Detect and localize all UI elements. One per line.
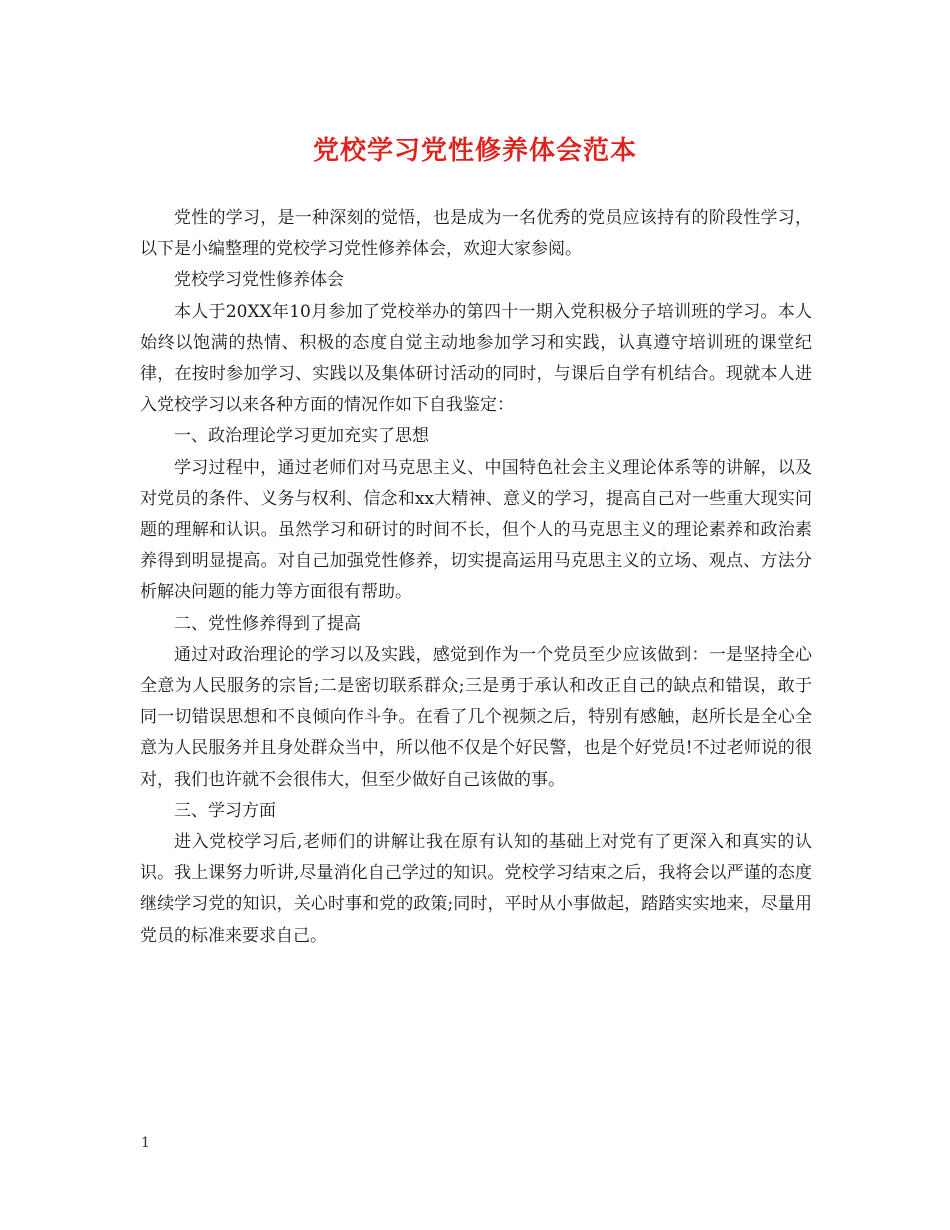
section-2-paragraph: 通过对政治理论的学习以及实践，感觉到作为一个党员至少应该做到：一是坚持全心全意为人民服务的宗旨;二是密切联系群众;三是勇于承认和改正自己的缺点和错误，敢于同一切错误思想和不良倾向作斗争。在看了几个视频之后，特别有感触，赵所长是全心全意为人民服务并且身处群众当中，所以他不仅是个好民警，也是个好党员!不过老师说的很对，我们也许就不会很伟大，但至少做好自己该做的事。 <box>140 644 812 790</box>
page-number: 1 <box>141 1135 150 1151</box>
intro-paragraph: 党性的学习，是一种深刻的觉悟，也是成为一名优秀的党员应该持有的阶段性学习，以下是小编整理的党校学习党性修养体会，欢迎大家参阅。 <box>140 208 812 260</box>
section-heading-2: 二、党性修养得到了提高 <box>174 613 361 634</box>
self-assessment-paragraph: 本人于20XX年10月参加了党校举办的第四十一期入党积极分子培训班的学习。本人始终以饱满的热情、积极的态度自觉主动地参加学习和实践，认真遵守培训班的课堂纪律，在按时参加学习、实践以及集体研讨活动的同时，与课后自学有机结合。现就本人进入党校学习以来各种方面的情况作如下自我鉴定： <box>140 301 812 416</box>
subtitle-paragraph: 党校学习党性修养体会 <box>174 270 344 291</box>
section-heading-1: 一、政治理论学习更加充实了思想 <box>174 426 429 447</box>
document-body <box>140 203 812 952</box>
section-3-paragraph: 进入党校学习后,老师们的讲解让我在原有认知的基础上对党有了更深入和真实的认识。我上课努力听讲,尽量消化自己学过的知识。党校学习结束之后，我将会以严谨的态度继续学习党的知识，关心时事和党的政策;同时，平时从小事做起，踏踏实实地来，尽量用党员的标准来要求自己。 <box>140 832 812 946</box>
document-title: 党校学习党性修养体会范本 <box>312 136 637 166</box>
section-heading-3: 三、学习方面 <box>174 800 276 821</box>
section-1-paragraph: 学习过程中，通过老师们对马克思主义、中国特色社会主义理论体系等的讲解，以及对党员的条件、义务与权利、信念和xx大精神、意义的学习，提高自己对一些重大现实问题的理解和认识。虽然学习和研讨的时间不长，但个人的马克思主义的理论素养和政治素养得到明显提高。对自己加强党性修养，切实提高运用马克思主义的立场、观点、方法分析解决问题的能力等方面很有帮助。 <box>140 457 812 603</box>
